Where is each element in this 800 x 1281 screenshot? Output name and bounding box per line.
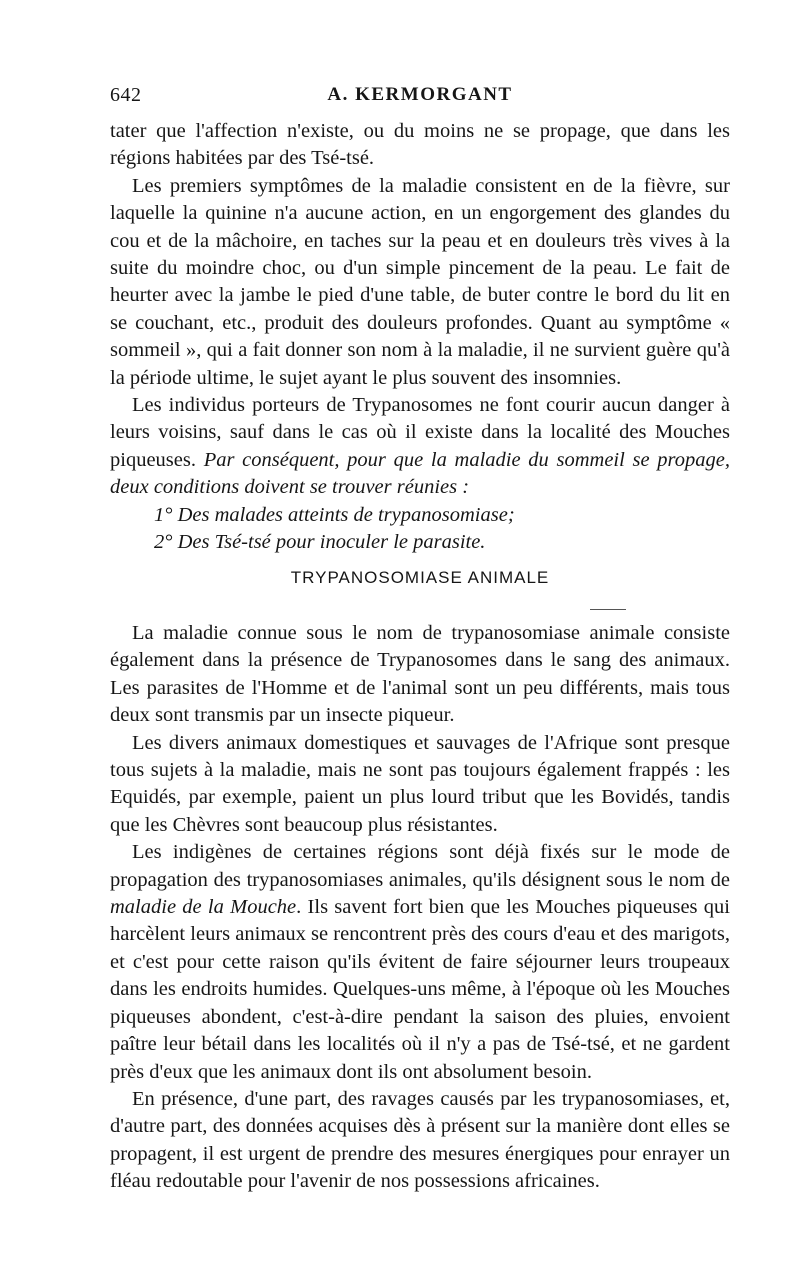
top-text-block: [110, 118, 730, 557]
animal-paragraph-1: La maladie connue sous le nom de trypanosomiase animale consiste également dans la présence de Trypanosomes dans le sang des animaux. Les parasites de l'Homme et de l'animal sont un peu différents, mais tous deux sont transmis par un insecte piqueur.: [110, 622, 730, 727]
animal-section-text: [110, 620, 730, 1196]
section-divider: [590, 609, 626, 610]
condition-item-1: 1° Des malades atteints de trypanosomiase;: [154, 503, 515, 526]
animal-paragraph-4: En présence, d'une part, des ravages causés par les trypanosomiases, et, d'autre part, des données acquises dès à présent sur la manière dont elles se propagent, il est urgent de prendre des mesures énergiques pour enrayer un fléau redoutable pour l'avenir de nos possessions africaines.: [110, 1087, 730, 1193]
continuation-paragraph: tater que l'affection n'existe, ou du moins ne se propage, que dans les régions habitées par des Tsé-tsé.: [110, 120, 730, 170]
animal-paragraph-3-end: . Ils savent fort bien que les Mouches piqueuses qui harcèlent leurs animaux se rencontrent près des cours d'eau et des marigots, et c'est pour cette raison qu'ils évitent de faire séjourner leurs troupeaux dans les endroits humides. Quelques-uns même, à l'époque où les Mouches piqueuses abondent, c'est-à-dire pendant la saison des pluies, envoient paître leur bétail dans les localités où il n'y a pas de Tsé-tsé, et ne gardent près d'eux que les animaux dont ils ont absolument besoin.: [110, 896, 730, 1083]
running-head: A. KERMORGANT: [327, 84, 513, 105]
animal-paragraph-3: [110, 839, 730, 1086]
carriers-text: Les individus porteurs de Trypanosomes ne font courir aucun danger à leurs voisins, sauf dans le cas où il existe dans la localité des Mouches piqueuses.: [110, 394, 730, 471]
page-header: [110, 84, 730, 114]
symptoms-paragraph: Les premiers symptômes de la maladie consistent en de la fièvre, sur laquelle la quinine n'a aucune action, en un engorgement des glandes du cou et de la mâchoire, en taches sur la peau et en douleurs très vives à la suite du moindre choc, ou d'un simple pincement de la peau. Le fait de heurter avec la jambe le pied d'une table, de buter contre le bord du lit en se couchant, etc., produit des douleurs profondes. Quant au symptôme « sommeil », qui a fait donner son nom à la maladie, il ne survient guère qu'à la période ultime, le sujet ayant le plus souvent des insomnies.: [110, 174, 730, 389]
animal-paragraph-2: Les divers animaux domestiques et sauvages de l'Afrique sont presque tous sujets à la maladie, mais ne sont pas toujours également frappés : les Equidés, par exemple, paient un plus lourd tribut que les Bovidés, tandis que les Chèvres sont beaucoup plus résistantes.: [110, 731, 730, 836]
animal-paragraph-3-start: Les indigènes de certaines régions sont déjà fixés sur le mode de propagation des trypanosomiases animales, qu'ils désignent sous le nom de: [110, 841, 730, 891]
fly-disease-term: maladie de la Mouche: [110, 896, 297, 919]
carriers-italic-text: Par conséquent, pour que la maladie du sommeil se propage, deux conditions doivent se trouver réunies :: [110, 448, 730, 499]
section-title: TRYPANOSOMIASE ANIMALE: [290, 568, 550, 587]
carriers-paragraph: [110, 392, 730, 502]
condition-item-2: 2° Des Tsé-tsé pour inoculer le parasite.: [154, 531, 486, 554]
page-number: 642: [110, 84, 142, 106]
